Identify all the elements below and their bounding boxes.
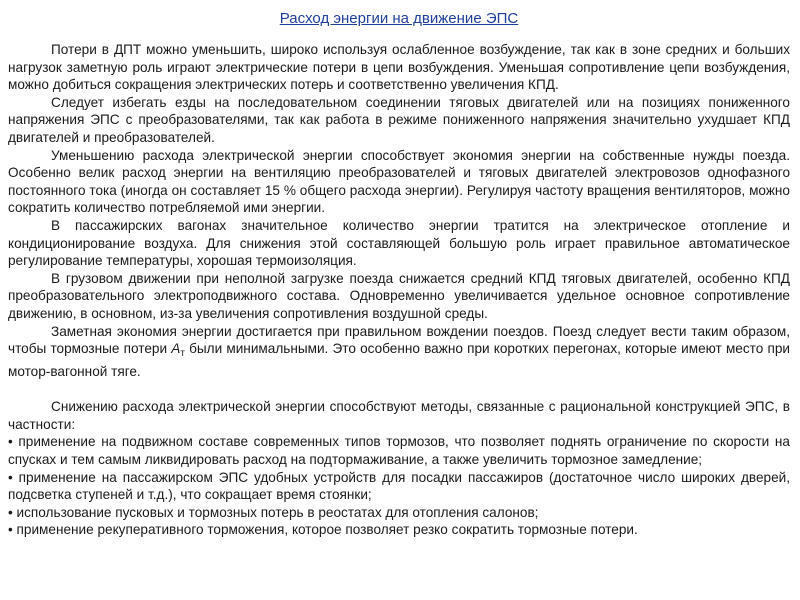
paragraph-field-weakening: Потери в ДПТ можно уменьшить, широко используя ослабленное возбуждение, так как в зоне средних и больших нагрузок заметную роль играют электрические потери в цепи возбуждения. Уменьшая сопротивление цепи возбуждения, можно добиться сокращения электрических потерь и соответственно увеличения КПД.: [8, 42, 790, 93]
bullet-item-boarding: • применение на пассажирском ЭПС удобных устройств для посадки пассажиров (достаточное число широких дверей, подсветка ступеней и т.д.), что сокращает время стоянки;: [8, 469, 790, 503]
braking-loss-subscript: т: [180, 348, 185, 360]
braking-loss-symbol-letter: A: [171, 341, 181, 357]
paragraph-train-driving-text-2: были минимальными. Это особенно важно при коротких перегонах, которые имеют место при мотор-вагонной тяге.: [8, 341, 790, 379]
bullet-item-rheostat-heating: • использование пусковых и тормозных потерь в реостатах для отопления салонов;: [8, 504, 539, 520]
paragraph-design-methods: Снижению расхода электрической энергии способствуют методы, связанные с рациональной конструкцией ЭПС, в частности:: [8, 399, 790, 432]
bullet-item-regenerative-braking: • применение рекуперативного торможения, которое позволяет резко сократить тормозные потери.: [8, 522, 638, 538]
paragraph-train-driving-text-1: Заметная экономия энергии достигается при правильном вождении поездов. Поезд следует вести таким образом, чтобы тормозные потери: [8, 323, 790, 357]
document-body: [8, 41, 790, 539]
paragraph-freight-traffic: В грузовом движении при неполной загрузке поезда снижается средний КПД тяговых двигателей, особенно КПД преобразовательного электроподвижного состава. Одновременно увеличивается удельное основное сопротивление движению, в основном, из-за увеличения сопротивления воздушной среды.: [8, 270, 790, 321]
paragraph-auxiliary-needs: Уменьшению расхода электрической энергии способствует экономия энергии на собственные нужды поезда. Особенно велик расход энергии на вентиляцию преобразователей и тяговых двигателей электровозов однофазного постоянного тока (иногда он составляет 15 % общего расхода энергии). Регулируя частоту вращения вентиляторов, можно сократить количество потребляемой ими энергии.: [8, 147, 790, 216]
paragraph-series-connection: Следует избегать езды на последовательном соединении тяговых двигателей или на позициях пониженного напряжения ЭПС с преобразователями, так как работа в режиме пониженного напряжения значительно ухудшает КПД двигателей и преобразователей.: [8, 94, 790, 145]
paragraph-train-driving: [8, 323, 790, 381]
bullet-item-brakes: • применение на подвижном составе современных типов тормозов, что позволяет поднять ограничение по скорости на спусках и тем самым ликвидировать расход на подтормаживание, а также увеличить тормозное замедление;: [8, 434, 790, 468]
braking-loss-symbol: [171, 341, 185, 360]
paragraph-gap: [8, 380, 790, 398]
paragraph-passenger-cars: В пассажирских вагонах значительное количество энергии тратится на электрическое отопление и кондиционирование воздуха. Для снижения этой составляющей большую роль играет правильное автоматическое регулирование температуры, хорошая термоизоляция.: [8, 217, 790, 269]
page-title: Расход энергии на движение ЭПС: [279, 10, 519, 27]
